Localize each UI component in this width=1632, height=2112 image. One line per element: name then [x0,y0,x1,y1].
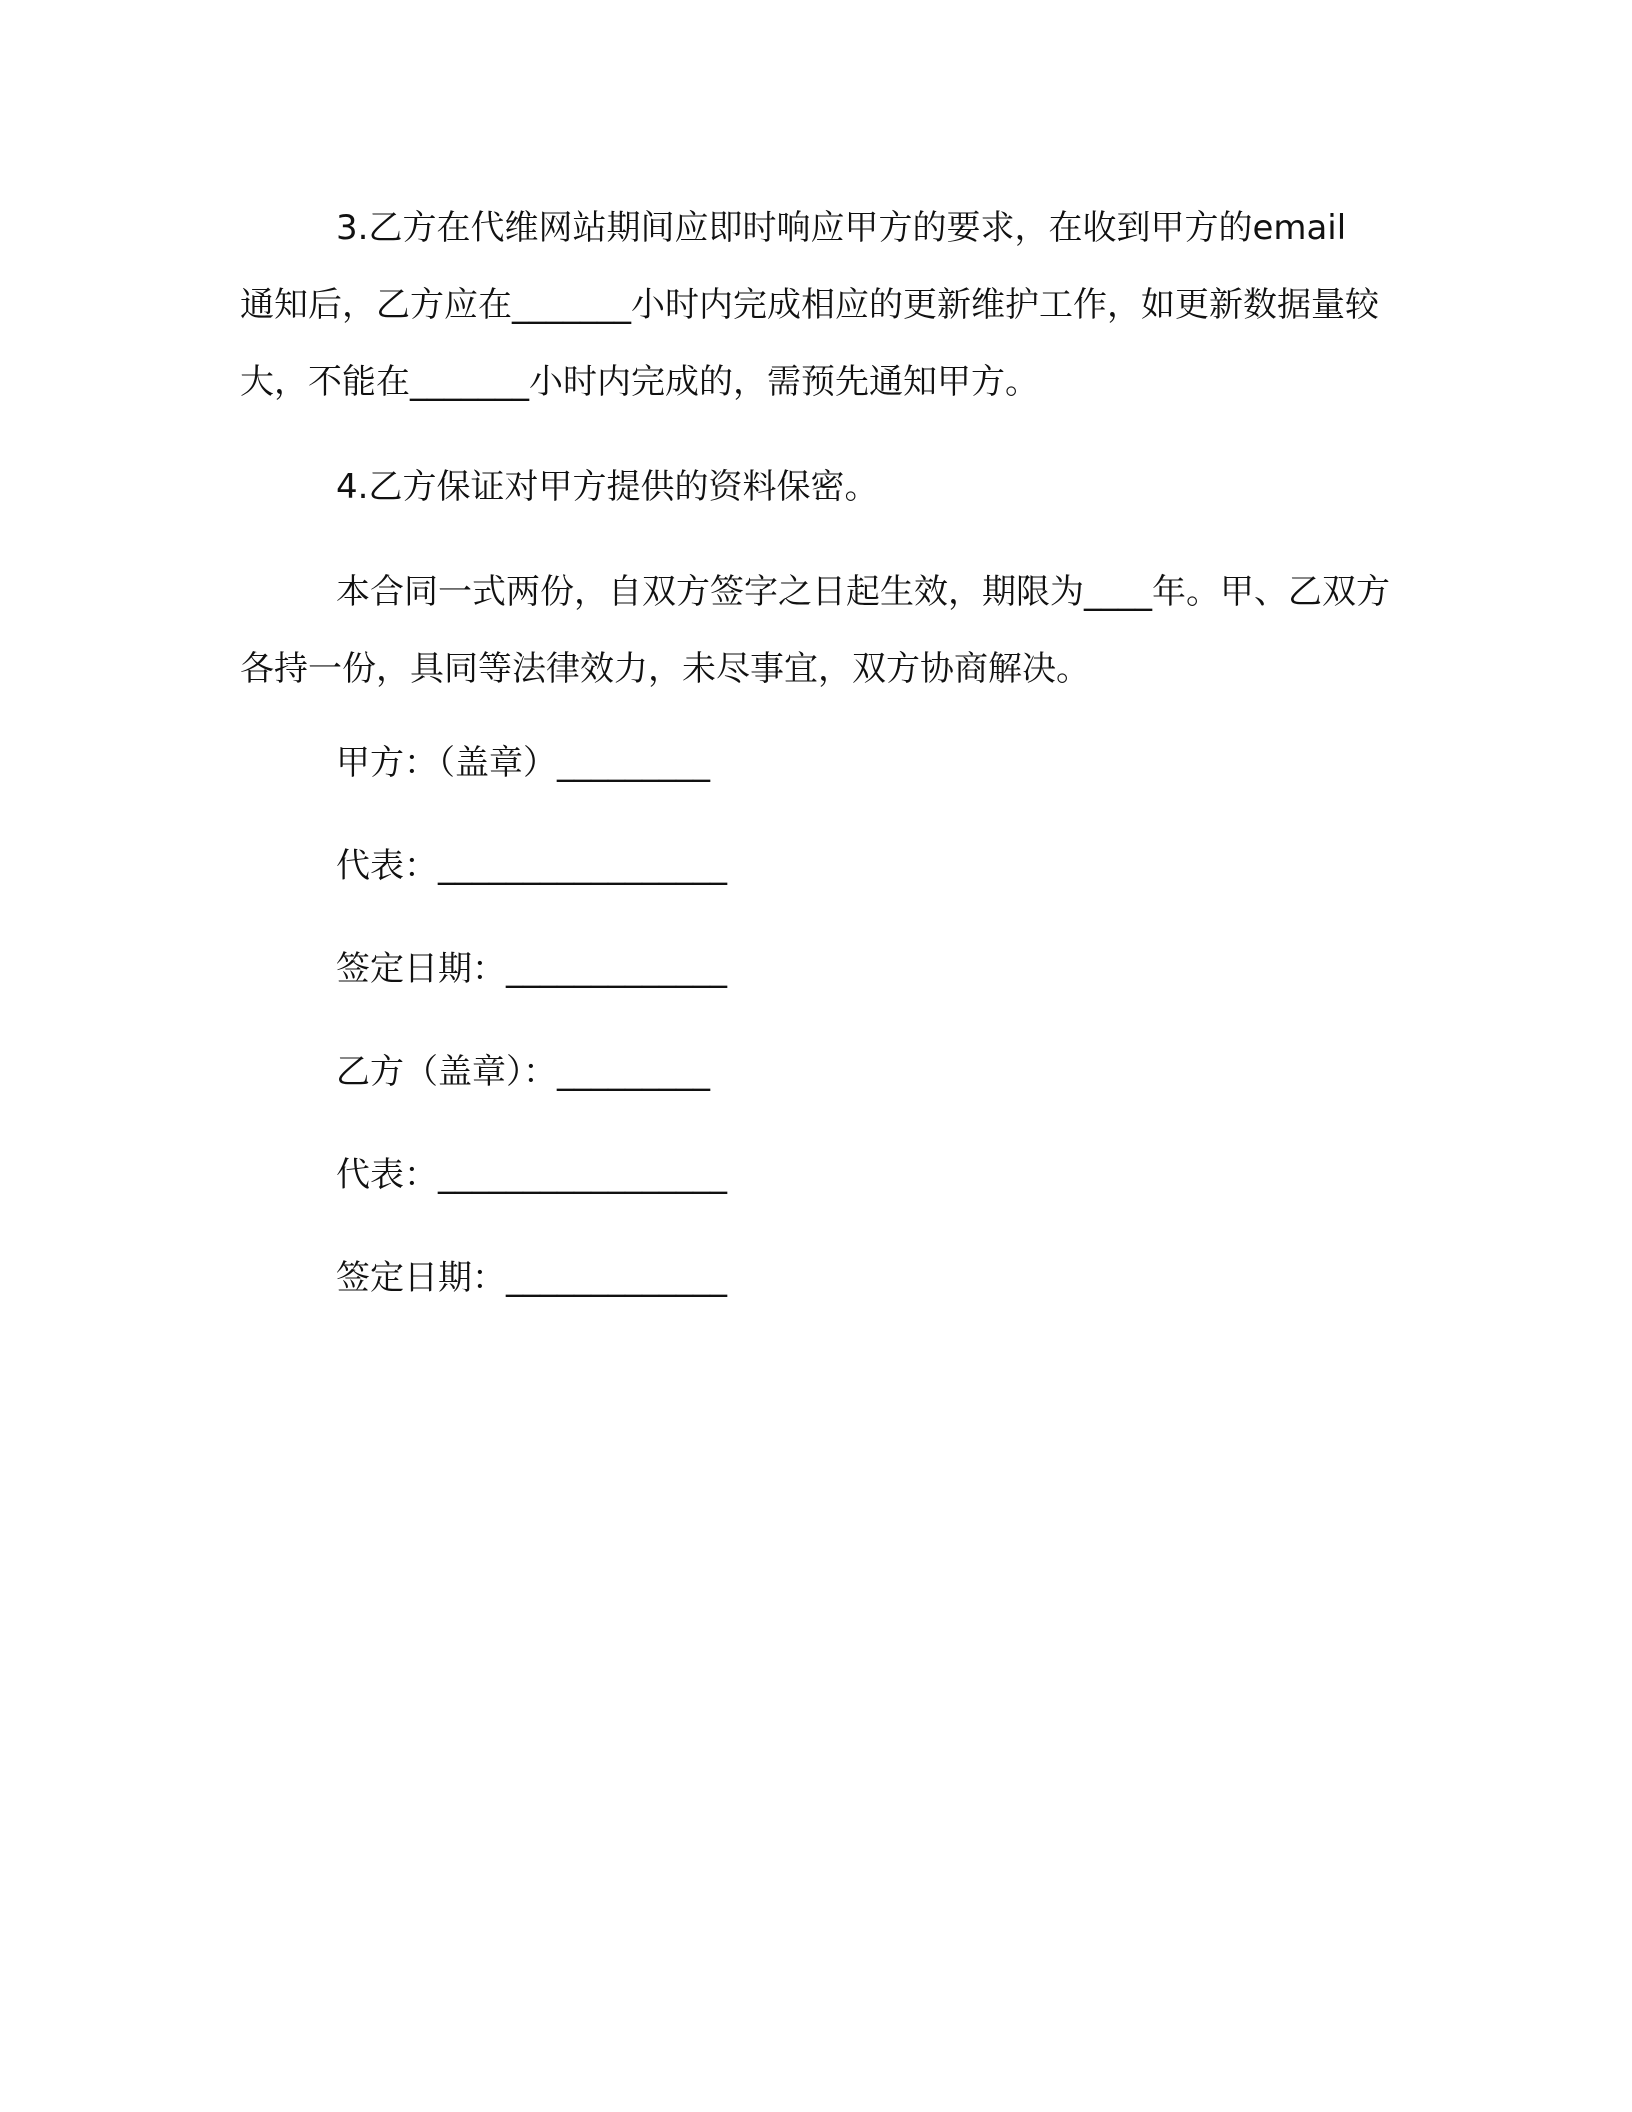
party-b-sign-date-line: 签定日期：_____________ [336,1258,727,1298]
signature-block [240,738,1390,1303]
clause-3-paragraph: 3.乙方在代维网站期间应即时响应甲方的要求，在收到甲方的email 通知后，乙方应在_______小时内完成相应的更新维护工作，如更新数据量较大，不能在_______小时内完成的，需预先通知甲方。 [240,208,1379,402]
contract-validity-paragraph: 本合同一式两份，自双方签字之日起生效，期限为____年。甲、乙双方各持一份，具同等法律效力，未尽事宜，双方协商解决。 [240,572,1390,689]
party-b-seal-line: 乙方（盖章）：_________ [336,1052,710,1092]
party-a-sign-date-line: 签定日期：_____________ [336,949,727,989]
party-a-representative-line: 代表：_________________ [336,846,727,886]
party-a-seal-line: 甲方：（盖章）_________ [336,743,710,783]
clause-4-paragraph: 4.乙方保证对甲方提供的资料保密。 [336,467,879,507]
party-b-representative-line: 代表：_________________ [336,1155,727,1195]
document-body [240,190,1390,1303]
